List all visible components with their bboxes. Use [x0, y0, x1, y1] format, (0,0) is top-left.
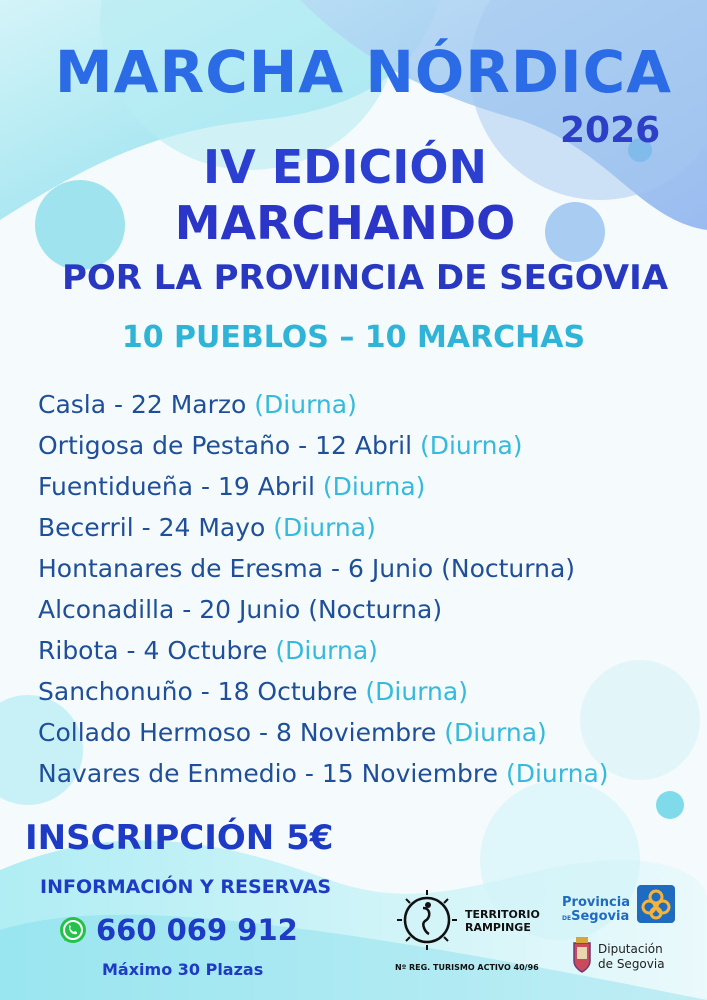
list-item	[38, 425, 707, 466]
registration-number: Nº REG. TURISMO ACTIVO 40/96	[395, 963, 539, 972]
list-item	[38, 507, 707, 548]
list-item	[38, 548, 707, 589]
march-type: (Diurna)	[322, 472, 426, 501]
march-date: Collado Hermoso - 8 Noviembre	[38, 718, 445, 747]
march-type: (Diurna)	[273, 513, 376, 542]
march-type: (Diurna)	[419, 431, 523, 460]
subtitle-label: 10 PUEBLOS – 10 MARCHAS	[121, 320, 586, 355]
whatsapp-icon	[58, 915, 88, 945]
territorio-line2: RAMPINGE	[465, 921, 531, 934]
provincia-segovia	[562, 909, 629, 924]
march-date: Hontanares de Eresma - 6 Junio	[38, 554, 442, 583]
march-date: Navares de Enmedio - 15 Noviembre	[38, 759, 506, 788]
year-label: 2026	[560, 110, 661, 151]
march-type: (Diurna)	[365, 677, 468, 706]
territorio-name	[465, 908, 540, 934]
diputacion-label	[598, 942, 665, 972]
march-type: (Diurna)	[254, 390, 357, 419]
provincia-segovia-word: Segovia	[571, 909, 630, 924]
march-type: (Diurna)	[444, 718, 547, 747]
provincia-logo-icon	[637, 885, 675, 923]
diputacion-shield-icon	[570, 935, 594, 975]
main-title: MARCHA NÓRDICA	[54, 38, 673, 106]
info-label: INFORMACIÓN Y RESERVAS	[40, 876, 332, 898]
list-item	[38, 630, 707, 671]
marchando-label: MARCHANDO	[174, 196, 516, 250]
inscription-price: INSCRIPCIÓN 5€	[25, 818, 334, 858]
edition-label: IV EDICIÓN	[203, 140, 487, 194]
provincia-de: DE	[562, 915, 572, 922]
list-item	[38, 671, 707, 712]
max-places: Máximo 30 Plazas	[102, 960, 264, 979]
march-date: Fuentidueña - 19 Abril	[38, 472, 323, 501]
march-list	[38, 384, 707, 794]
march-type: (Nocturna)	[308, 595, 443, 624]
list-item	[38, 589, 707, 630]
march-type: (Diurna)	[275, 636, 378, 665]
territorio-line1: TERRITORIO	[465, 908, 540, 921]
march-type: (Diurna)	[505, 759, 609, 788]
list-item	[38, 466, 707, 507]
march-type: (Nocturna)	[441, 554, 576, 583]
list-item	[38, 712, 707, 753]
phone-contact[interactable]	[58, 910, 298, 950]
territorio-logo	[395, 888, 565, 972]
march-date: Sanchonuño - 18 Octubre	[38, 677, 366, 706]
diputacion-line2: de Segovia	[598, 957, 665, 971]
march-date: Alconadilla - 20 Junio	[38, 595, 309, 624]
provincia-label: Provincia	[562, 895, 630, 910]
march-date: Casla - 22 Marzo	[38, 390, 255, 419]
list-item	[38, 384, 707, 425]
province-label: POR LA PROVINCIA DE SEGOVIA	[61, 258, 669, 298]
walker-icon	[395, 888, 459, 952]
march-date: Ribota - 4 Octubre	[38, 636, 276, 665]
list-item	[38, 753, 707, 794]
phone-number[interactable]: 660 069 912	[96, 913, 298, 947]
march-date: Ortigosa de Pestaño - 12 Abril	[38, 431, 420, 460]
march-date: Becerril - 24 Mayo	[38, 513, 274, 542]
diputacion-line1: Diputación	[598, 942, 663, 956]
